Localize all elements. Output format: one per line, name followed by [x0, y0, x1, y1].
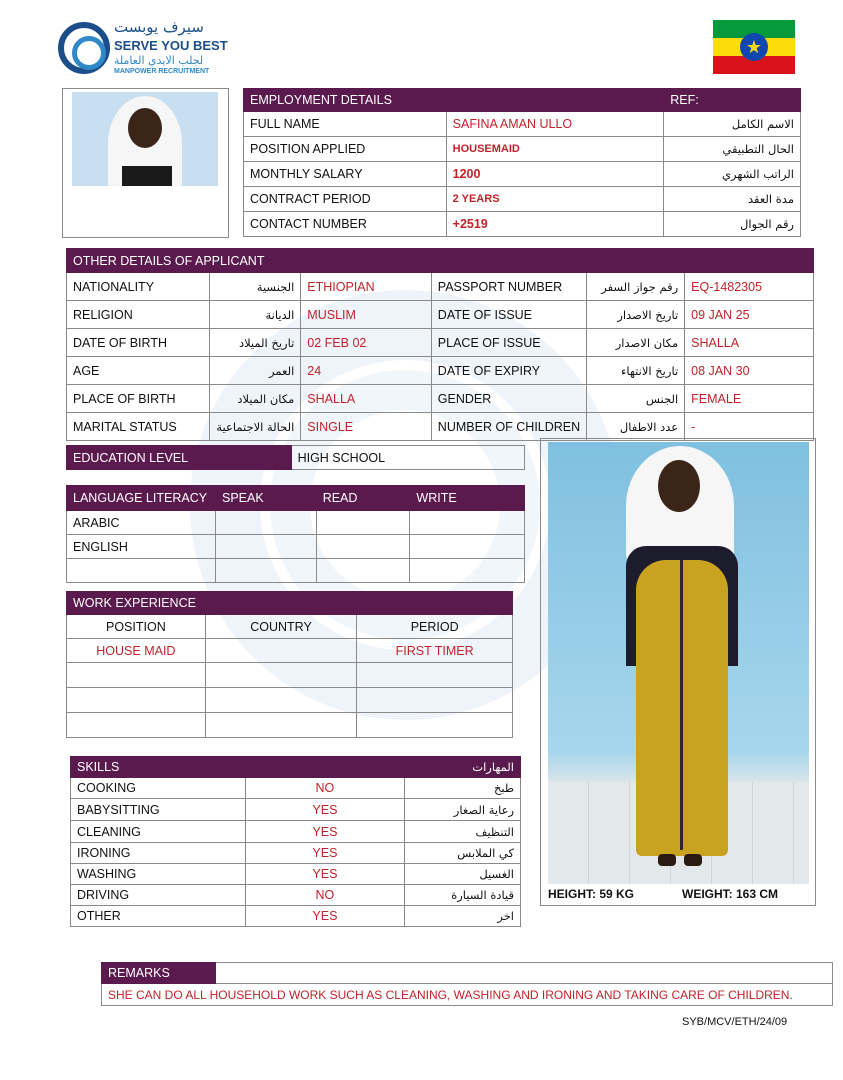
- skill-value: NO: [245, 885, 404, 906]
- country-header: COUNTRY: [205, 615, 357, 639]
- skill-name-ar: اخر: [405, 906, 521, 927]
- label-ar: تاريخ الاصدار: [587, 301, 685, 329]
- skills-title-ar: المهارات: [245, 757, 520, 778]
- birth-place-value: SHALLA: [301, 385, 432, 413]
- label-ar: مكان الاصدار: [587, 329, 685, 357]
- skill-value: YES: [245, 906, 404, 927]
- contact-value: +2519: [446, 212, 664, 237]
- label-ar: الاسم الكامل: [664, 112, 801, 137]
- label: FULL NAME: [244, 112, 447, 137]
- ref-label: REF:: [664, 89, 801, 112]
- nationality-value: ETHIOPIAN: [301, 273, 432, 301]
- logo-tagline: MANPOWER RECRUITMENT: [114, 68, 210, 75]
- label: DATE OF BIRTH: [67, 329, 210, 357]
- label-ar: الجنس: [587, 385, 685, 413]
- education-table: [66, 445, 525, 470]
- label-ar: رقم الجوال: [664, 212, 801, 237]
- work-country-value: [205, 639, 357, 663]
- contract-value: 2 YEARS: [446, 187, 664, 212]
- other-details-table: [66, 248, 814, 441]
- employment-details-title: EMPLOYMENT DETAILS: [244, 89, 664, 112]
- age-value: 24: [301, 357, 432, 385]
- work-period-value: FIRST TIMER: [357, 639, 513, 663]
- label-ar: العمر: [210, 357, 301, 385]
- label: PASSPORT NUMBER: [431, 273, 586, 301]
- company-logo-icon: [58, 22, 110, 74]
- birth-date-value: 02 FEB 02: [301, 329, 432, 357]
- skill-name: IRONING: [71, 843, 246, 864]
- label: PLACE OF BIRTH: [67, 385, 210, 413]
- weight-label: WEIGHT: 163 CM: [682, 887, 779, 901]
- label-ar: عدد الاطفال: [587, 413, 685, 441]
- remarks-text: SHE CAN DO ALL HOUSEHOLD WORK SUCH AS CLEANING, WASHING AND IRONING AND TAKING CARE OF CHILDREN.: [102, 984, 833, 1006]
- label: MONTHLY SALARY: [244, 162, 447, 187]
- skill-name-ar: كي الملابس: [405, 843, 521, 864]
- label: DATE OF ISSUE: [431, 301, 586, 329]
- skill-value: YES: [245, 843, 404, 864]
- marital-status-value: SINGLE: [301, 413, 432, 441]
- education-label: EDUCATION LEVEL: [67, 446, 292, 470]
- label: DATE OF EXPIRY: [431, 357, 586, 385]
- skill-name: BABYSITTING: [71, 799, 246, 821]
- label-ar: الحال التطبيقي: [664, 137, 801, 162]
- skills-title: SKILLS: [71, 757, 246, 778]
- ethiopia-flag-icon: [713, 20, 795, 74]
- label: NUMBER OF CHILDREN: [431, 413, 586, 441]
- label: CONTACT NUMBER: [244, 212, 447, 237]
- passport-photo: [72, 92, 218, 186]
- gender-value: FEMALE: [685, 385, 814, 413]
- logo-english-name: SERVE YOU BEST: [114, 38, 228, 53]
- education-value: HIGH SCHOOL: [291, 446, 524, 470]
- language-table: [66, 485, 525, 583]
- skill-name: OTHER: [71, 906, 246, 927]
- work-experience-title: WORK EXPERIENCE: [67, 592, 357, 615]
- passport-value: EQ-1482305: [685, 273, 814, 301]
- label: MARITAL STATUS: [67, 413, 210, 441]
- religion-value: MUSLIM: [301, 301, 432, 329]
- expiry-date-value: 08 JAN 30: [685, 357, 814, 385]
- skill-value: YES: [245, 821, 404, 843]
- salary-value: 1200: [446, 162, 664, 187]
- label: NATIONALITY: [67, 273, 210, 301]
- label: GENDER: [431, 385, 586, 413]
- skill-value: YES: [245, 799, 404, 821]
- skill-name-ar: رعاية الصغار: [405, 799, 521, 821]
- skills-table: [70, 756, 521, 927]
- label-ar: مدة العقد: [664, 187, 801, 212]
- issue-date-value: 09 JAN 25: [685, 301, 814, 329]
- label-ar: تاريخ الميلاد: [210, 329, 301, 357]
- children-value: -: [685, 413, 814, 441]
- label: CONTRACT PERIOD: [244, 187, 447, 212]
- skill-name: WASHING: [71, 864, 246, 885]
- work-position-value: HOUSE MAID: [67, 639, 206, 663]
- skill-name-ar: قيادة السيارة: [405, 885, 521, 906]
- speak-header: SPEAK: [215, 486, 316, 511]
- skill-name: DRIVING: [71, 885, 246, 906]
- label: POSITION APPLIED: [244, 137, 447, 162]
- reference-code: SYB/MCV/ETH/24/09: [682, 1016, 788, 1028]
- logo-arabic-subtitle: لجلب الايدي العاملة: [114, 54, 204, 67]
- write-header: WRITE: [410, 486, 525, 511]
- label-ar: رقم جواز السفر: [587, 273, 685, 301]
- position-value: HOUSEMAID: [446, 137, 664, 162]
- employment-details-table: [243, 88, 801, 237]
- skill-name-ar: الغسيل: [405, 864, 521, 885]
- flag-star-icon: ★: [740, 33, 768, 61]
- skill-value: NO: [245, 778, 404, 799]
- skill-name-ar: طبخ: [405, 778, 521, 799]
- height-label: HEIGHT: 59 KG: [548, 887, 635, 901]
- issue-place-value: SHALLA: [685, 329, 814, 357]
- period-header: PERIOD: [357, 615, 513, 639]
- skill-name-ar: التنظيف: [405, 821, 521, 843]
- label-ar: الراتب الشهري: [664, 162, 801, 187]
- label-ar: الديانة: [210, 301, 301, 329]
- remarks-title: REMARKS: [102, 963, 216, 984]
- position-header: POSITION: [67, 615, 206, 639]
- label-ar: الحالة الاجتماعية: [210, 413, 301, 441]
- label-ar: مكان الميلاد: [210, 385, 301, 413]
- language-name: [67, 559, 216, 583]
- full-name-value: SAFINA AMAN ULLO: [446, 112, 664, 137]
- skill-value: YES: [245, 864, 404, 885]
- work-experience-table: [66, 591, 513, 738]
- label-ar: تاريخ الانتهاء: [587, 357, 685, 385]
- skill-name: COOKING: [71, 778, 246, 799]
- label: PLACE OF ISSUE: [431, 329, 586, 357]
- label-ar: الجنسية: [210, 273, 301, 301]
- logo-arabic-name: سيرف يوبست: [114, 18, 204, 36]
- full-body-photo: [548, 442, 809, 884]
- remarks-table: [101, 962, 833, 1006]
- other-details-title: OTHER DETAILS OF APPLICANT: [67, 249, 432, 273]
- language-header: LANGUAGE LITERACY: [67, 486, 216, 511]
- label: RELIGION: [67, 301, 210, 329]
- read-header: READ: [316, 486, 410, 511]
- language-name: ARABIC: [67, 511, 216, 535]
- label: AGE: [67, 357, 210, 385]
- skill-name: CLEANING: [71, 821, 246, 843]
- language-name: ENGLISH: [67, 535, 216, 559]
